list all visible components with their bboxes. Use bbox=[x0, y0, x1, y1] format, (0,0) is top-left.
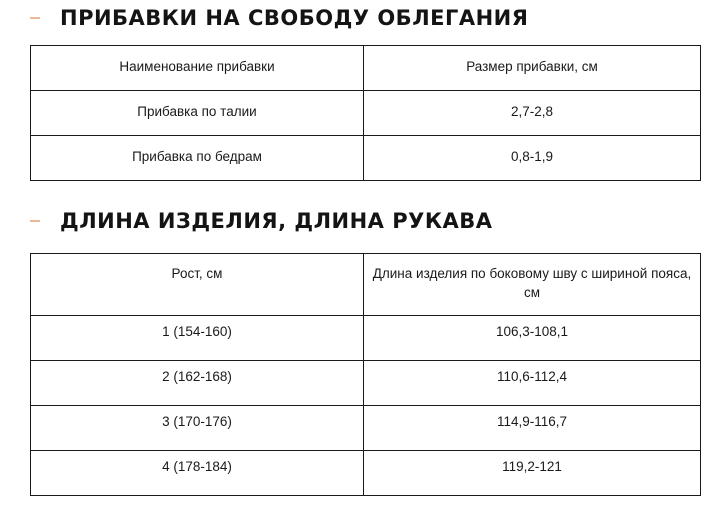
table-cell: Прибавка по талии bbox=[31, 91, 364, 136]
table-cell: 114,9-116,7 bbox=[364, 406, 701, 451]
header-cell: Длина изделия по боковому шву с шириной пояса, см bbox=[364, 254, 701, 316]
table-cell: 0,8-1,9 bbox=[364, 136, 701, 181]
header-cell: Размер прибавки, см bbox=[364, 46, 701, 91]
title-dash bbox=[30, 17, 40, 19]
table-row bbox=[31, 451, 701, 496]
table-cell: Прибавка по бедрам bbox=[31, 136, 364, 181]
allowances-table bbox=[30, 45, 701, 181]
table-cell: 2,7-2,8 bbox=[364, 91, 701, 136]
title-dash bbox=[30, 220, 40, 222]
lengths-table bbox=[30, 253, 701, 496]
table-header-row bbox=[31, 46, 701, 91]
table-cell: 1 (154-160) bbox=[31, 316, 364, 361]
table-cell: 106,3-108,1 bbox=[364, 316, 701, 361]
table-row bbox=[31, 316, 701, 361]
header-cell: Наименование прибавки bbox=[31, 46, 364, 91]
table-header-row bbox=[31, 254, 701, 316]
table-row bbox=[31, 136, 701, 181]
header-cell: Рост, см bbox=[31, 254, 364, 316]
table-row bbox=[31, 91, 701, 136]
table-cell: 3 (170-176) bbox=[31, 406, 364, 451]
table-row bbox=[31, 361, 701, 406]
section-title-allowances bbox=[30, 6, 528, 30]
table-cell: 119,2-121 bbox=[364, 451, 701, 496]
table-cell: 2 (162-168) bbox=[31, 361, 364, 406]
table-row bbox=[31, 406, 701, 451]
section-title-lengths bbox=[30, 209, 493, 233]
table-cell: 110,6-112,4 bbox=[364, 361, 701, 406]
table-cell: 4 (178-184) bbox=[31, 451, 364, 496]
section-title-text: ДЛИНА ИЗДЕЛИЯ, ДЛИНА РУКАВА bbox=[60, 209, 493, 233]
section-title-text: ПРИБАВКИ НА СВОБОДУ ОБЛЕГАНИЯ bbox=[60, 6, 529, 30]
